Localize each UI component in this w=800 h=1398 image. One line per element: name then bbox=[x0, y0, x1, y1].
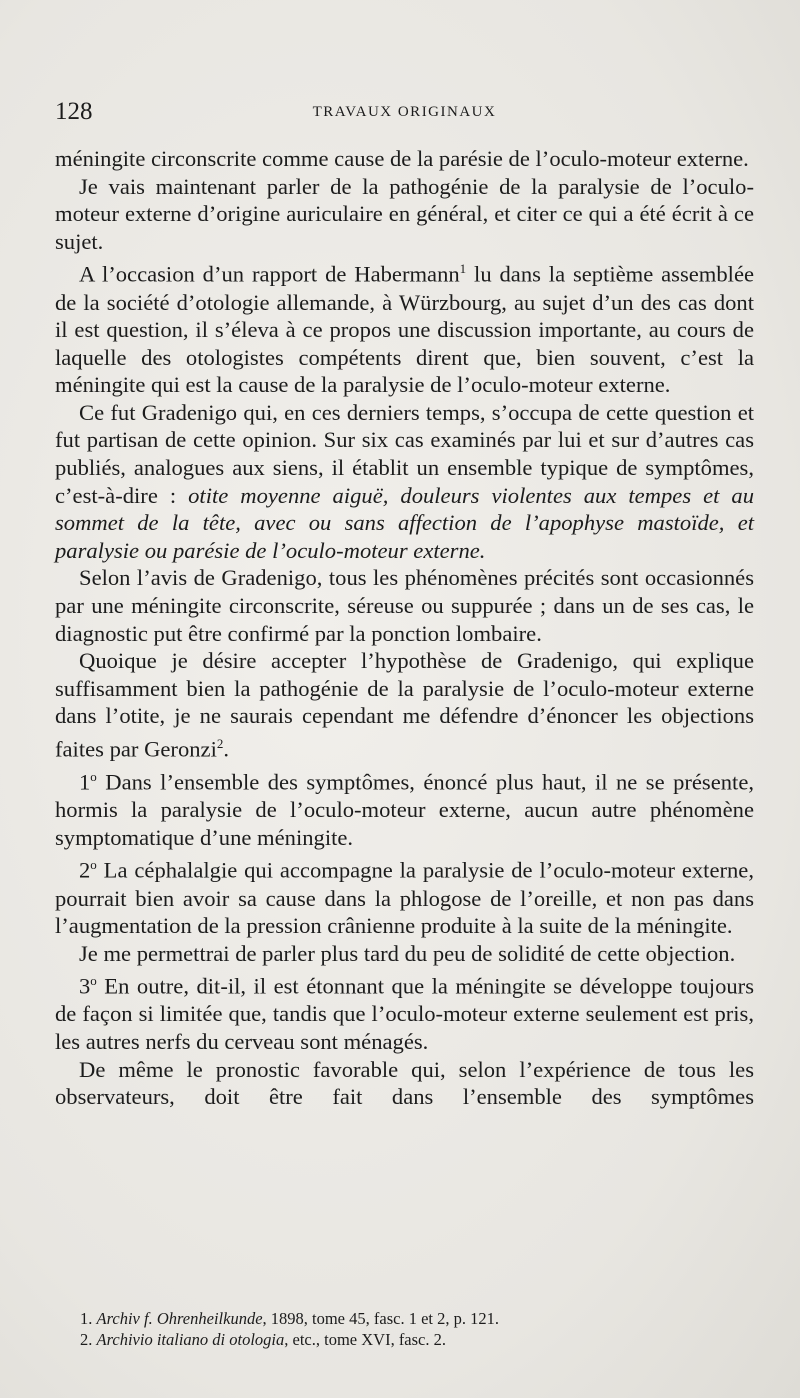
ordinal-mark: o bbox=[90, 769, 97, 785]
ordinal-mark: o bbox=[90, 857, 97, 873]
footnote-1 bbox=[80, 1308, 760, 1329]
footnote-journal-title: Archiv f. Ohrenheilkunde bbox=[96, 1309, 263, 1328]
footnote-number: 2. bbox=[80, 1330, 97, 1349]
paragraph-habermann bbox=[55, 255, 754, 399]
footnote-citation: , etc., tome XVI, fasc. 2. bbox=[284, 1330, 447, 1349]
italic-symptoms: otite moyenne aiguë, douleurs violentes aux tempes et au sommet de la tête, avec ou sans affection de l’apophyse mastoïde, et paralysie ou parésie de l’oculo-moteur externe. bbox=[55, 482, 754, 563]
paragraph-text: A l’occasion d’un rapport de Habermann bbox=[79, 261, 460, 287]
paragraph-objections bbox=[55, 647, 754, 763]
paragraph-pathogenie: Je vais maintenant parler de la pathogénie de la paralysie de l’oculo-moteur externe d’origine auriculaire en général, et citer ce qui a été écrit à ce sujet. bbox=[55, 173, 754, 254]
footnote-citation: , 1898, tome 45, fasc. 1 et 2, p. 121. bbox=[262, 1309, 499, 1328]
paragraph-continuation: méningite circonscrite comme cause de la parésie de l’oculo-moteur externe. bbox=[55, 146, 749, 171]
objection-number: 1 bbox=[79, 769, 91, 795]
body-text bbox=[55, 145, 754, 1111]
objection-number: 3 bbox=[79, 973, 91, 999]
paragraph-gradenigo bbox=[55, 399, 754, 565]
objection-number: 2 bbox=[79, 857, 91, 883]
footnote-ref-1: 1 bbox=[459, 261, 467, 277]
objection-1 bbox=[55, 763, 754, 851]
footnote-journal-title: Archivio italiano di otologia bbox=[96, 1330, 285, 1349]
footnote-2 bbox=[80, 1329, 760, 1350]
running-title: TRAVAUX ORIGINAUX bbox=[312, 104, 497, 120]
objection-text: Dans l’ensemble des symptômes, énoncé plus haut, il ne se présente, hormis la paralysie de l’oculo-moteur externe, aucun autre phénomène symptomatique d’une méningite. bbox=[55, 769, 754, 850]
ordinal-mark: o bbox=[90, 973, 97, 989]
paragraph-text: Ce fut Gradenigo qui, en ces derniers temps, s’occupa de cette question et fut partisan de cette opinion. Sur six cas examinés par lui et sur d’autres cas publiés, analogues aux siens, il établit un ensemble typique de symptômes, c’est-à-dire : bbox=[55, 399, 754, 508]
page-header bbox=[55, 98, 754, 130]
paragraph-avis: Selon l’avis de Gradenigo, tous les phénomènes précités sont occasionnés par une méningite circonscrite, séreuse ou suppurée ; dans un de ses cas, le diagnostic put être confirmé par la ponction lombaire. bbox=[55, 565, 754, 646]
footnote-number: 1. bbox=[80, 1309, 97, 1328]
paragraph-solidite: Je me permettrai de parler plus tard du peu de solidité de cette objection. bbox=[79, 940, 736, 966]
objection-2 bbox=[55, 851, 754, 939]
page-number: 128 bbox=[55, 98, 93, 125]
paragraph-text: . bbox=[223, 736, 229, 762]
objection-text: La céphalalgie qui accompagne la paralysie de l’oculo-moteur externe, pourrait bien avoir sa cause dans la phlogose de l’oreille, et non pas dans l’augmentation de la pression crânienne produite à la suite de la méningite. bbox=[55, 857, 754, 939]
objection-3 bbox=[55, 967, 754, 1055]
paragraph-text: Quoique je désire accepter l’hypothèse de Gradenigo, qui explique suffisamment bien la pathogénie de la paralysie de l’oculo-moteur externe dans l’otite, je ne saurais cependant me défendre d’énoncer les objections faites par Geronzi bbox=[55, 648, 754, 762]
footnotes bbox=[80, 1308, 760, 1350]
objection-text: En outre, dit-il, il est étonnant que la méningite se développe toujours de façon si limitée que, tandis que l’oculo-moteur externe seulement est pris, les autres nerfs du cerveau sont ménagés. bbox=[55, 973, 754, 1055]
footnote-ref-2: 2 bbox=[216, 736, 224, 751]
paragraph-pronostic: De même le pronostic favorable qui, selon l’expérience de tous les observateurs, doit être fait dans l’ensemble des symptômes bbox=[55, 1056, 754, 1110]
paragraph-text: lu dans la septième assemblée de la société d’otologie allemande, à Würzbourg, au sujet d’un des cas dont il est question, il s’éleva à ce propos une discussion importante, au cours de laquelle des otologistes compétents dirent que, bien souvent, c’est la méningite qui est la cause de la paralysie de l’oculo-moteur externe. bbox=[55, 261, 754, 398]
